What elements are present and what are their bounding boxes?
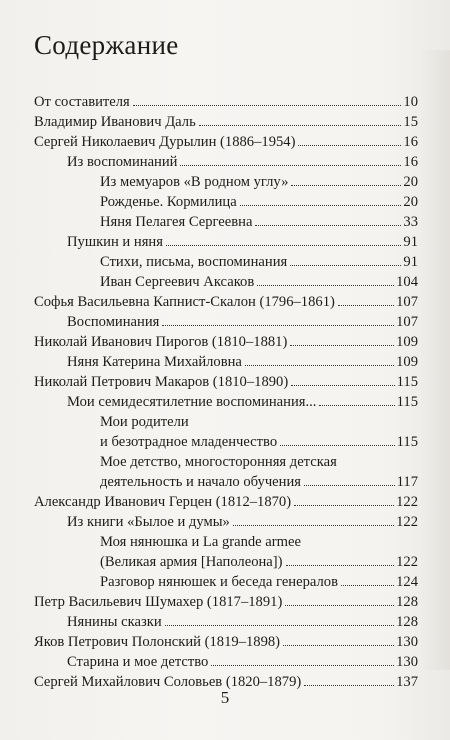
toc-entry[interactable] — [34, 192, 418, 212]
toc-entry-page: 137 — [396, 674, 418, 690]
toc-entry-page: 130 — [396, 634, 418, 650]
toc-entry-line — [100, 472, 418, 492]
toc-entry[interactable] — [34, 292, 418, 312]
toc-entry-block — [100, 412, 418, 452]
toc-entry[interactable] — [34, 172, 418, 192]
toc-entry[interactable] — [34, 492, 418, 512]
toc-entry[interactable] — [34, 312, 418, 332]
toc-entry-line — [100, 432, 418, 452]
toc-entry[interactable] — [34, 652, 418, 672]
toc-entry-title: Николай Иванович Пирогов (1810–1881) — [34, 334, 288, 350]
toc-entry-page: 128 — [396, 614, 418, 630]
toc-entry-page: 117 — [396, 474, 418, 490]
toc-entry-title: Сергей Николаевич Дурылин (1886–1954) — [34, 134, 296, 150]
toc-entry-title: Воспоминания — [67, 314, 160, 330]
toc-entry[interactable] — [34, 272, 418, 292]
toc-entry[interactable] — [34, 372, 418, 392]
toc-entry-title: Из книги «Былое и думы» — [67, 514, 230, 530]
toc-entry-block — [100, 532, 418, 572]
toc-entry-title: Стихи, письма, воспоминания — [100, 254, 288, 270]
leader-dots — [166, 245, 401, 246]
toc-entry[interactable] — [34, 592, 418, 612]
leader-dots — [290, 265, 401, 266]
toc-entry-title: Петр Васильевич Шумахер (1817–1891) — [34, 594, 283, 610]
toc-entry-title: Софья Васильевна Капнист-Скалон (1796–1861) — [34, 294, 335, 310]
toc-entry[interactable] — [34, 632, 418, 652]
leader-dots — [280, 445, 395, 446]
leader-dots — [165, 625, 394, 626]
leader-dots — [291, 385, 394, 386]
toc-entry[interactable] — [34, 392, 418, 412]
toc-entry-line — [100, 452, 418, 472]
toc-entry[interactable] — [34, 332, 418, 352]
toc-entry-page: 109 — [396, 354, 418, 370]
toc-entry-title: Мои родители — [100, 414, 189, 430]
leader-dots — [233, 525, 394, 526]
toc-entry[interactable] — [34, 92, 418, 112]
toc-entry-title: Николай Петрович Макаров (1810–1890) — [34, 374, 289, 390]
leader-dots — [240, 205, 402, 206]
toc-entry-page: 15 — [403, 114, 418, 130]
toc-entry[interactable] — [34, 112, 418, 132]
leader-dots — [319, 405, 394, 406]
leader-dots — [180, 165, 401, 166]
toc-entry-page: 115 — [396, 434, 418, 450]
toc-entry-title: От составителя — [34, 94, 130, 110]
toc-entry-title: Александр Иванович Герцен (1812–1870) — [34, 494, 292, 510]
leader-dots — [338, 305, 394, 306]
leader-dots — [245, 365, 394, 366]
leader-dots — [199, 125, 402, 126]
toc-entry[interactable] — [34, 232, 418, 252]
leader-dots — [286, 565, 395, 566]
toc-entry-line — [100, 552, 418, 572]
toc-entry-page: 20 — [403, 194, 418, 210]
leader-dots — [283, 645, 394, 646]
contents-heading: Содержание — [34, 30, 179, 60]
leader-dots — [290, 345, 394, 346]
toc-entry[interactable] — [34, 532, 418, 572]
toc-entry-line — [100, 532, 418, 552]
toc-entry-title: Из воспоминаний — [67, 154, 178, 170]
toc-entry[interactable] — [34, 132, 418, 152]
toc-entry-page: 128 — [396, 594, 418, 610]
toc-entry-page: 91 — [403, 254, 418, 270]
leader-dots — [285, 605, 394, 606]
toc-entry-title-cont: и безотрадное младенчество — [100, 434, 278, 450]
toc-entry-page: 16 — [403, 154, 418, 170]
leader-dots — [304, 485, 395, 486]
toc-entry-title-cont: деятельность и начало обучения — [100, 474, 301, 490]
leader-dots — [291, 185, 401, 186]
leader-dots — [133, 105, 402, 106]
toc-entry[interactable] — [34, 512, 418, 532]
toc-entry-page: 124 — [396, 574, 418, 590]
toc-entry-title: Рожденье. Кормилица — [100, 194, 237, 210]
toc-entry-page: 109 — [396, 334, 418, 350]
toc-entry-block — [100, 452, 418, 492]
toc-entry-title: Мое детство, многосторонняя детская — [100, 454, 337, 470]
toc-entry-page: 122 — [396, 514, 418, 530]
toc-entry-page: 115 — [396, 374, 418, 390]
toc-entry-title-cont: (Великая армия [Наполеона]) — [100, 554, 283, 570]
toc-entry-title: Разговор нянюшек и беседа генералов — [100, 574, 338, 590]
toc-entry[interactable] — [34, 572, 418, 592]
leader-dots — [298, 145, 401, 146]
toc-entry-title: Пушкин и няня — [67, 234, 163, 250]
toc-entry[interactable] — [34, 212, 418, 232]
toc-entry[interactable] — [34, 352, 418, 372]
toc-entry-line — [100, 412, 418, 432]
toc-entry-page: 33 — [403, 214, 418, 230]
leader-dots — [255, 225, 401, 226]
page-number: 5 — [220, 688, 230, 707]
table-of-contents — [34, 92, 418, 692]
leader-dots — [294, 505, 394, 506]
toc-entry[interactable] — [34, 252, 418, 272]
toc-entry-page: 107 — [396, 294, 418, 310]
toc-entry[interactable] — [34, 152, 418, 172]
toc-entry-title: Няня Пелагея Сергеевна — [100, 214, 253, 230]
toc-entry-page: 130 — [396, 654, 418, 670]
toc-entry-page: 20 — [403, 174, 418, 190]
leader-dots — [211, 665, 394, 666]
toc-entry-page: 122 — [396, 494, 418, 510]
toc-entry-page: 122 — [396, 554, 418, 570]
toc-entry-title: Яков Петрович Полонский (1819–1898) — [34, 634, 281, 650]
leader-dots — [304, 685, 394, 686]
leader-dots — [162, 325, 394, 326]
toc-entry-title: Из мемуаров «В родном углу» — [100, 174, 289, 190]
toc-entry-page: 10 — [403, 94, 418, 110]
toc-entry-page: 91 — [403, 234, 418, 250]
toc-entry-title: Няня Катерина Михайловна — [67, 354, 242, 370]
toc-entry-page: 16 — [403, 134, 418, 150]
toc-entry-title: Мои семидесятилетние воспоминания... — [67, 394, 317, 410]
toc-entry[interactable] — [34, 412, 418, 452]
toc-entry-page: 115 — [396, 394, 418, 410]
leader-dots — [257, 285, 394, 286]
leader-dots — [341, 585, 394, 586]
toc-entry-title: Владимир Иванович Даль — [34, 114, 196, 130]
page-shadow — [420, 50, 450, 670]
toc-entry[interactable] — [34, 452, 418, 492]
toc-entry-page: 107 — [396, 314, 418, 330]
toc-entry-title: Старина и мое детство — [67, 654, 209, 670]
toc-entry-title: Сергей Михайлович Соловьев (1820–1879) — [34, 674, 302, 690]
toc-entry-title: Моя нянюшка и La grande armee — [100, 534, 301, 550]
toc-entry-title: Иван Сергеевич Аксаков — [100, 274, 255, 290]
toc-entry[interactable] — [34, 612, 418, 632]
toc-entry-title: Нянины сказки — [67, 614, 162, 630]
toc-entry-page: 104 — [396, 274, 418, 290]
